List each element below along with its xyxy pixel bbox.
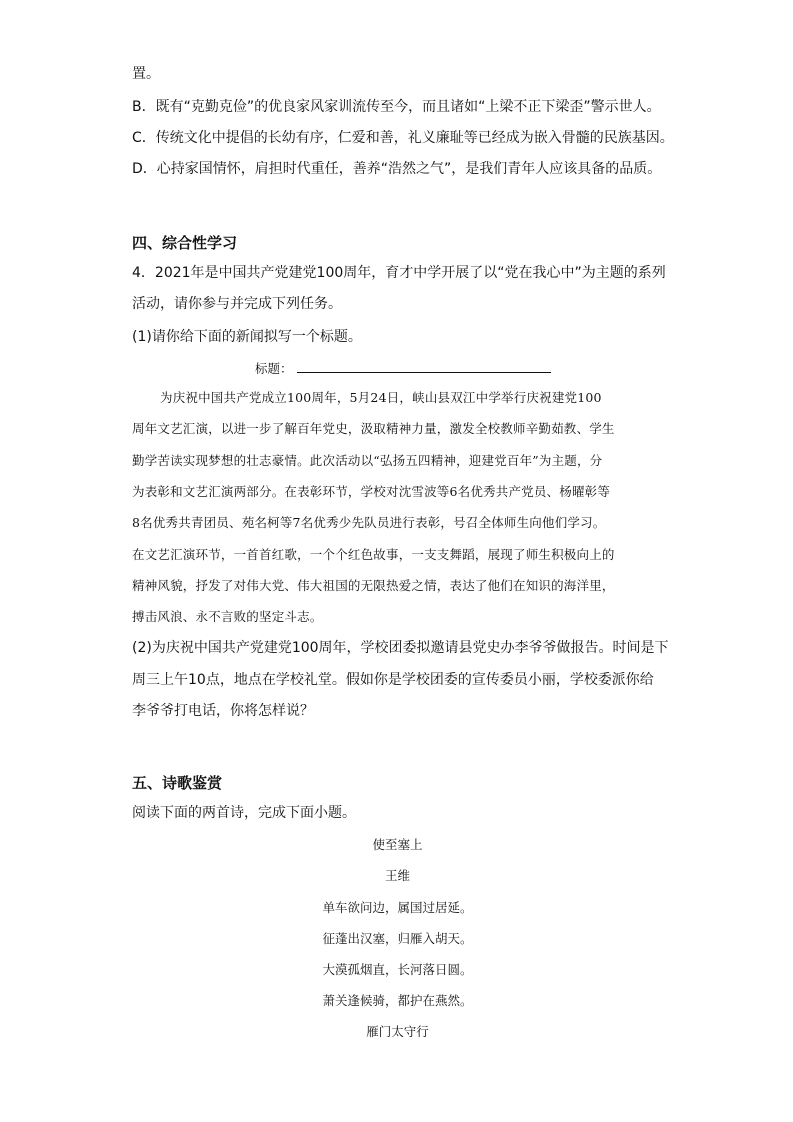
title-label: 标题： xyxy=(255,361,293,376)
poem-line: 征蓬出汉塞，归雁入胡天。 xyxy=(322,931,473,946)
task-text: (2)为庆祝中国共产党建党100周年，学校团委拟邀请县党史办李爷爷做报告。时间是下 xyxy=(132,640,669,656)
news-line: 勤学苦读实现梦想的壮志豪情。此次活动以“弘扬五四精神，迎建党百年”为主题，分 xyxy=(132,453,603,468)
task-text: 李爷爷打电话，你将怎样说？ xyxy=(132,703,314,719)
section-heading: 五、诗歌鉴赏 xyxy=(132,774,223,792)
question-text: 4．2021年是中国共产党建党100周年，育才中学开展了以“党在我心中”为主题的系列 xyxy=(132,265,666,281)
poem-line: 大漠孤烟直，长河落日圆。 xyxy=(322,962,473,977)
poem-line: 萧关逢候骑，都护在燕然。 xyxy=(322,993,473,1008)
poem-author: 王维 xyxy=(384,868,410,883)
news-line: 在文艺汇演环节，一首首红歌，一个个红色故事，一支支舞蹈，展现了师生积极向上的 xyxy=(132,547,615,562)
option-b: B．既有“克勤克俭”的优良家风家训流传至今，而且诸如“上梁不正下梁歪”警示世人。 xyxy=(132,99,661,115)
section-heading: 四、综合性学习 xyxy=(132,234,238,252)
poem-title: 使至塞上 xyxy=(372,837,423,852)
title-answer-line[interactable] xyxy=(255,359,551,379)
question-text: 活动，请你参与并完成下列任务。 xyxy=(132,296,342,312)
news-line: 精神风貌，抒发了对伟大党、伟大祖国的无限热爱之情，表达了他们在知识的海洋里， xyxy=(132,578,615,593)
news-line: 搏击风浪、永不言败的坚定斗志。 xyxy=(132,609,323,624)
news-line: 为庆祝中国共产党成立100周年，5月24日，峡山县双江中学举行庆祝建党100 xyxy=(160,390,602,405)
news-line: 周年文艺汇演，以进一步了解百年党史，汲取精神力量，激发全校教师辛勤茹教、学生 xyxy=(132,421,615,436)
intro-text: 阅读下面的两首诗，完成下面小题。 xyxy=(132,805,356,821)
text-line: 置。 xyxy=(132,66,160,82)
task-text: 周三上午10点，地点在学校礼堂。假如你是学校团委的宣传委员小丽，学校委派你给 xyxy=(132,672,654,688)
answer-blank[interactable] xyxy=(297,360,551,373)
poem-line: 单车欲问边，属国过居延。 xyxy=(322,900,473,915)
option-d: D．心持家国情怀，肩担时代重任，善养“浩然之气”，是我们青年人应该具备的品质。 xyxy=(132,161,662,177)
news-line: 为表彰和文艺汇演两部分。在表彰环节，学校对沈雪波等6名优秀共产党员、杨曜彰等 xyxy=(132,484,611,499)
task-text: (1)请你给下面的新闻拟写一个标题。 xyxy=(132,329,362,345)
poem-title: 雁门太守行 xyxy=(366,1024,429,1039)
news-line: 8名优秀共青团员、苑名柯等7名优秀少先队员进行表彰，号召全体师生向他们学习。 xyxy=(132,515,606,530)
option-c: C．传统文化中提倡的长幼有序，仁爱和善，礼义廉耻等已经成为嵌入骨髓的民族基因。 xyxy=(132,130,674,146)
